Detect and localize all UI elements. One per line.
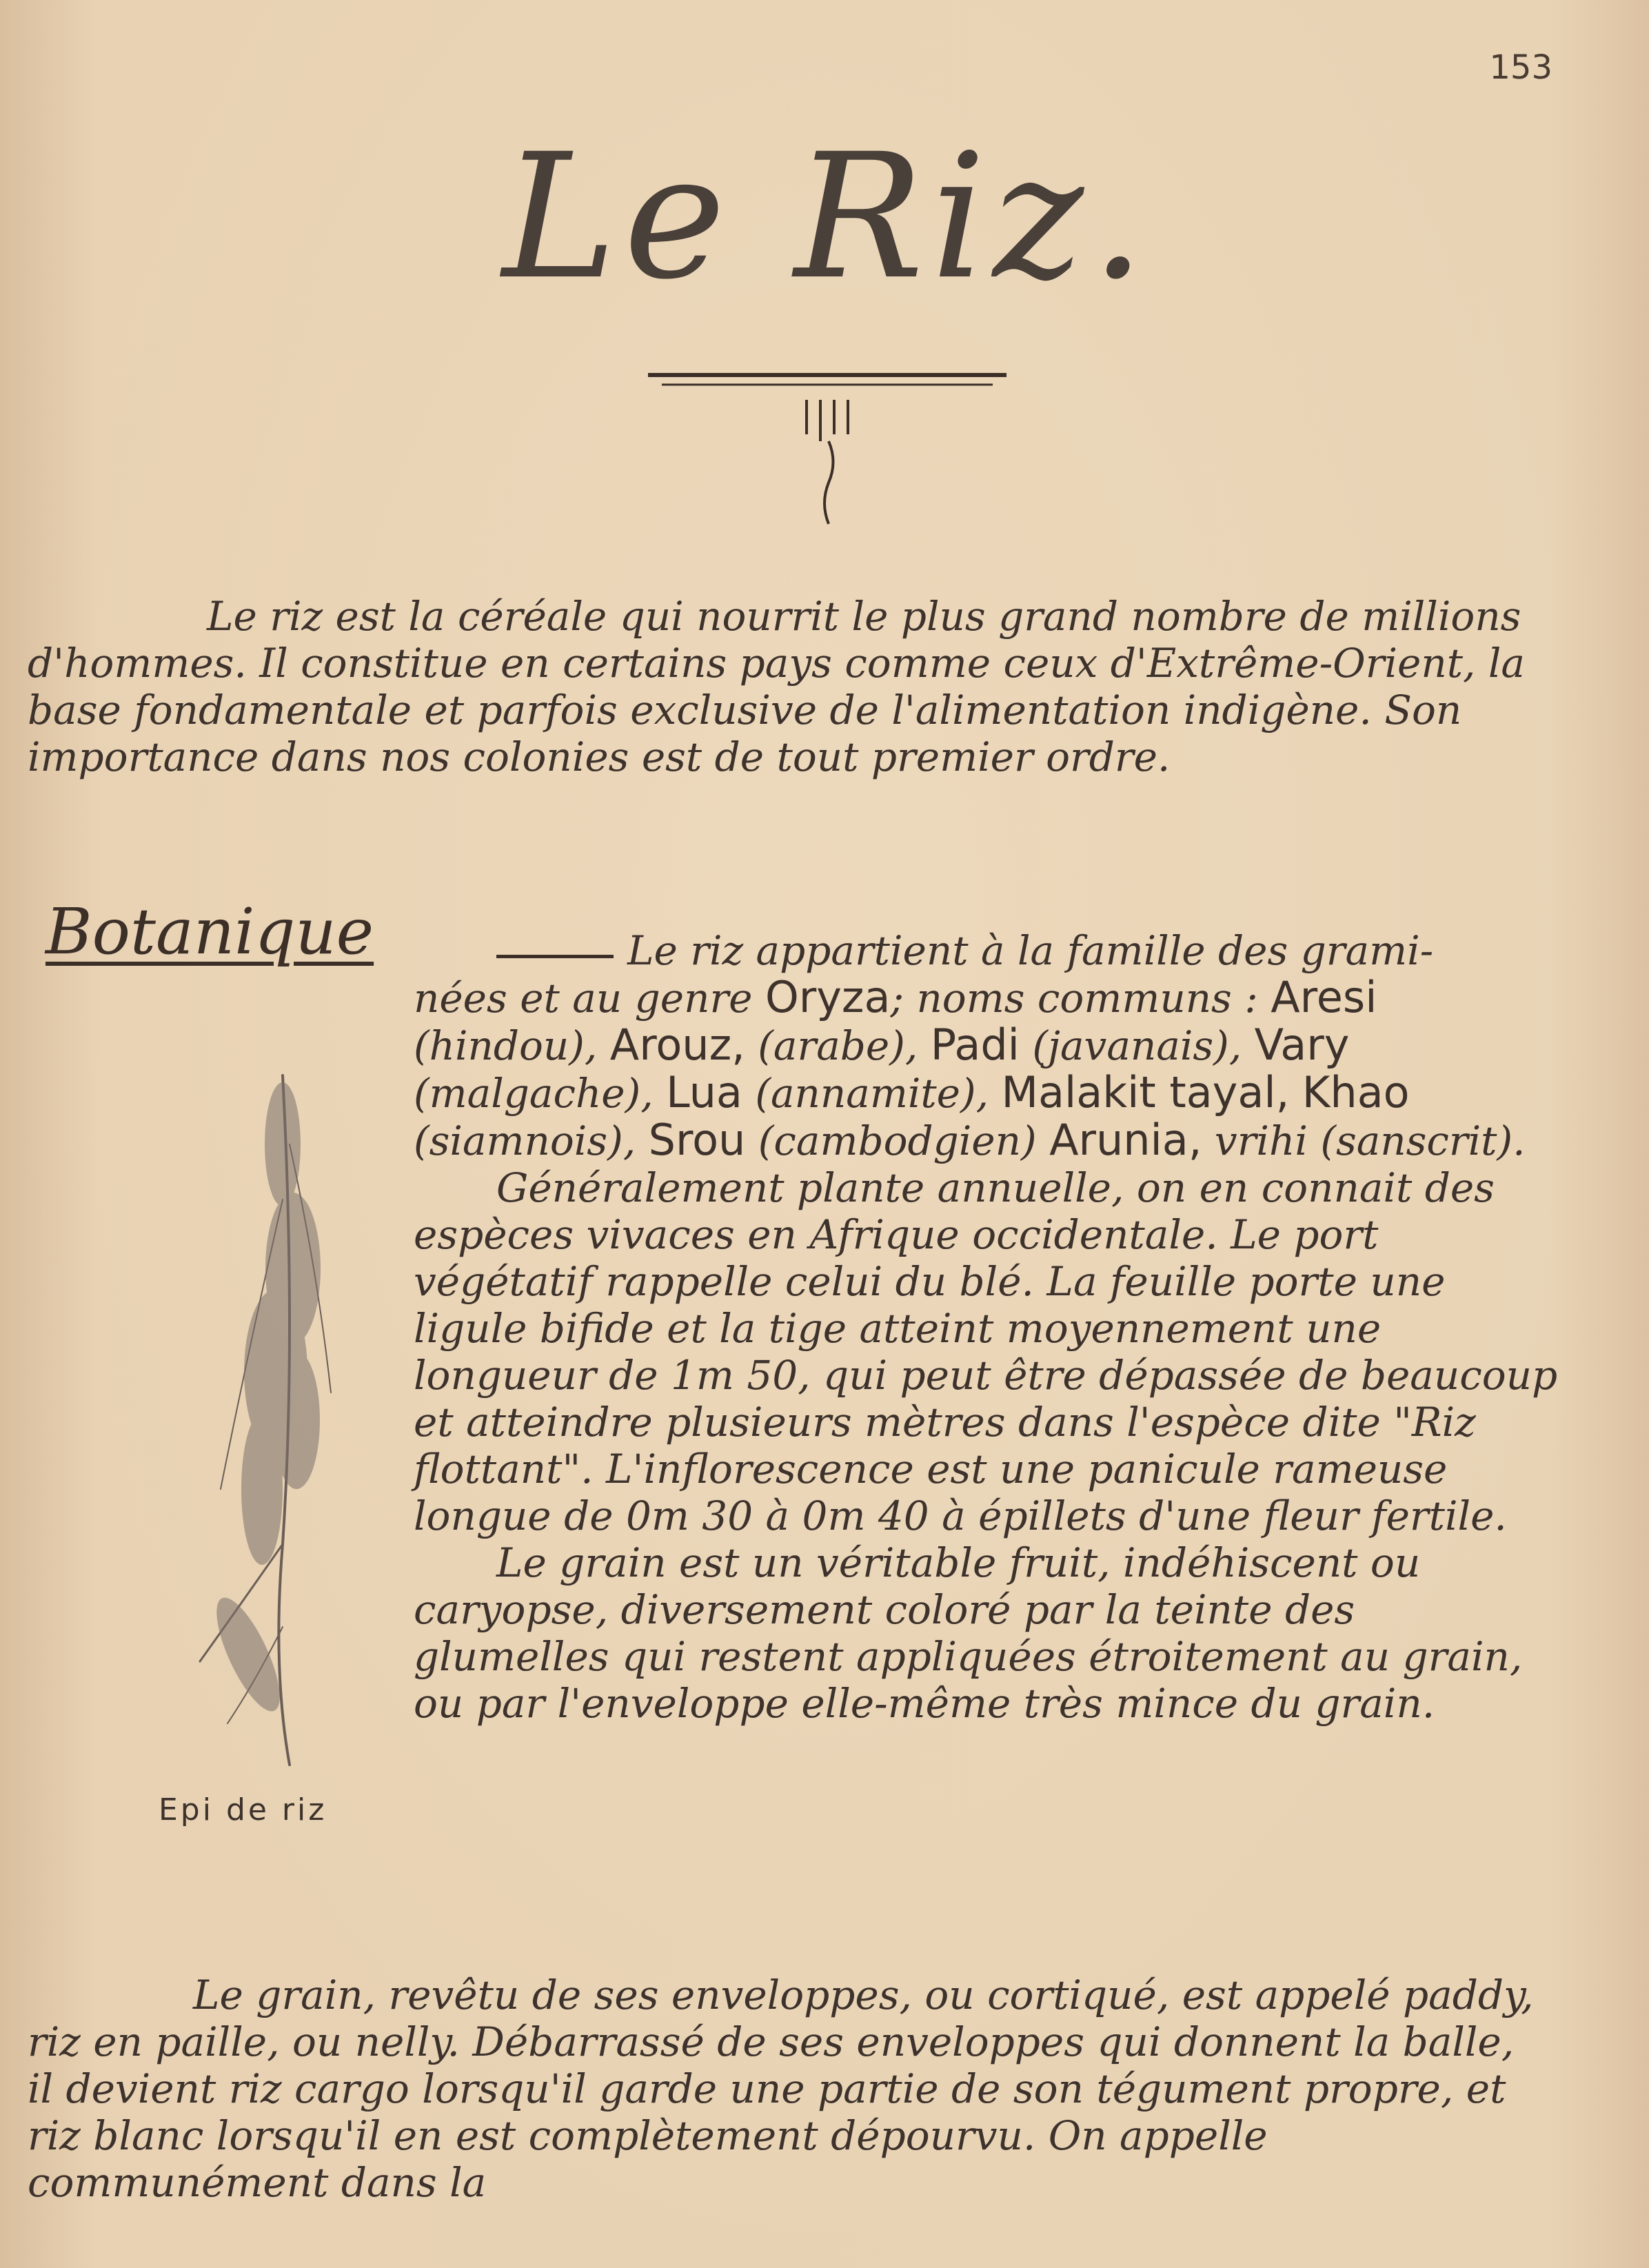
lang-annamite: (annamite), (755, 1070, 989, 1117)
botanique-first-line: Le riz appartient à la famille des grami- (627, 927, 1434, 974)
lang-javanais: (javanais), (1032, 1022, 1242, 1069)
genus-name: Oryza (765, 972, 891, 1022)
lang-sanscrit: (sanscrit). (1320, 1117, 1526, 1164)
lang-malgache: (malgache), (414, 1070, 654, 1117)
heading-rule (496, 955, 614, 958)
name-siamnois: Khao (1302, 1067, 1410, 1117)
intro-paragraph: Le riz est la céréale qui nourrit le plus grand nombre de millions d'hommes. Il constitue en certains pays comme ceux d'Extrême-Orient, la base fondamentale et parfois exclusive de l'alimentation indigène. Son importance dans nos colonies est de tout premier ordre. (28, 593, 1525, 780)
closing-paragraph: Le grain, revêtu de ses enveloppes, ou cortiqué, est appelé paddy, riz en paille, ou nelly. Débarrassé de ses enveloppes qui donnent la balle, il devient riz cargo lorsqu'il garde une partie de son tégument propre, et riz blanc lorsqu'il en est complètement dépourvu. On appelle communément dans la (28, 1972, 1534, 2206)
lang-siamnois: (siamnois), (414, 1117, 636, 1164)
name-arabe: Arouz, (609, 1020, 745, 1070)
name-sanscrit: vrihi (1214, 1117, 1308, 1164)
section-heading-botanique: Botanique (45, 895, 374, 969)
name-hindou: Aresi (1271, 972, 1377, 1022)
description-paragraph: Généralement plante annuelle, on en connait des espèces vivaces en Afrique occidentale. Le port végétatif rappelle celui du blé. La feuille porte une ligule bifide et la tige atteint moyennement une longueur de 1m 50, qui peut être dépassée de beaucoup et atteindre plusieurs mètres dans l'espèce dite "Riz flottant". L'inflorescence est une panicule rameuse longue de 0m 30 à 0m 40 à épillets d'une fleur fertile. (414, 1164, 1558, 1539)
names-start: nées et au genre (414, 975, 765, 1022)
name-javanais: Padi (930, 1020, 1020, 1070)
rice-ear-illustration (179, 1062, 358, 1779)
page-title: Le Riz. (502, 117, 1153, 317)
common-names-paragraph (414, 974, 1558, 1164)
lang-arabe: (arabe), (758, 1022, 918, 1069)
botanique-body (414, 974, 1558, 1727)
name-malgache: Vary (1254, 1020, 1350, 1070)
name-malakit: Malakit tayal, (1001, 1067, 1290, 1117)
lang-cambodgien: (cambodgien) (758, 1117, 1037, 1164)
name-cambodgien: Srou (648, 1115, 746, 1165)
name-arunia: Arunia, (1049, 1115, 1202, 1165)
lang-hindou: (hindou), (414, 1022, 598, 1069)
name-annamite: Lua (666, 1067, 742, 1117)
grain-paragraph: Le grain est un véritable fruit, indéhiscent ou caryopse, diversement coloré par la teinte des glumelles qui restent appliquées étroitement au grain, ou par l'enveloppe elle-même très mince du grain. (414, 1539, 1523, 1727)
illustration-caption: Epi de riz (159, 1792, 327, 1827)
page-number: 153 (1489, 48, 1552, 87)
title-ornament (648, 365, 1006, 531)
common-names-label: ; noms communs : (890, 975, 1271, 1022)
